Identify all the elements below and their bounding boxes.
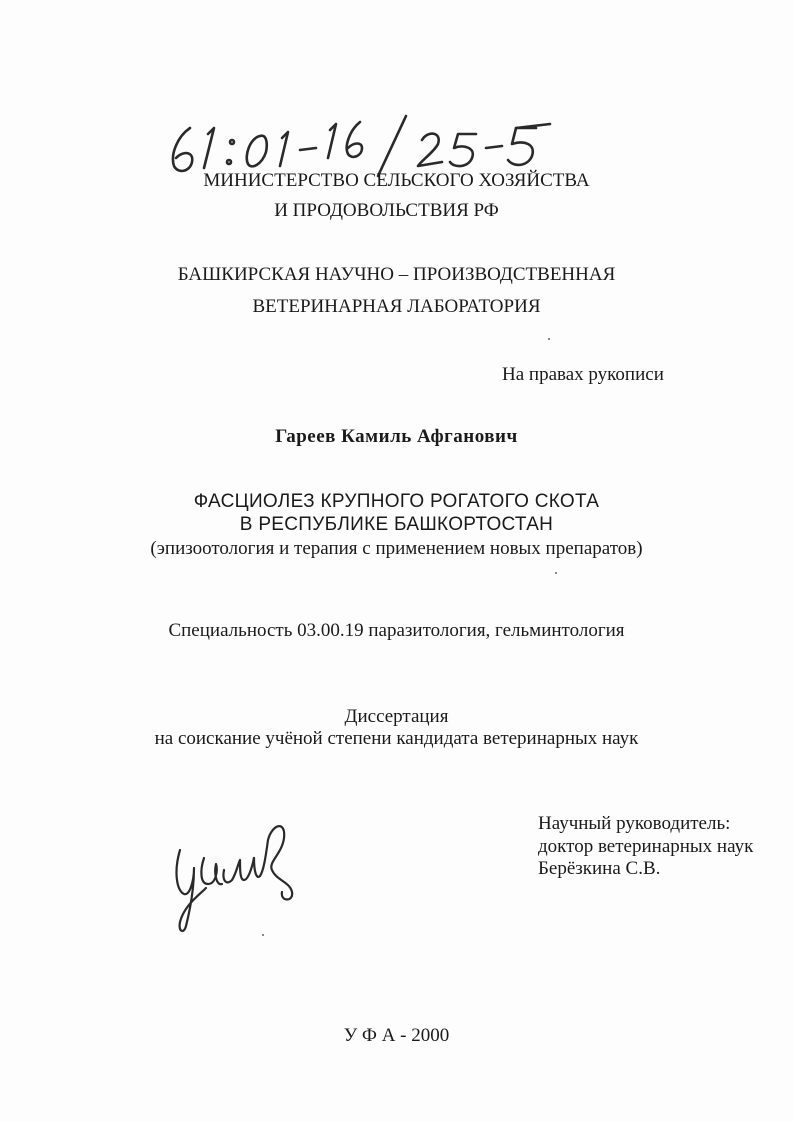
ministry-line-2: И ПРОДОВОЛЬСТВИЯ РФ	[274, 200, 499, 221]
author-name: Гареев Камиль Афганович	[275, 426, 518, 447]
supervisor-degree: доктор ветеринарных наук	[538, 836, 754, 857]
specialty-line: Специальность 03.00.19 паразитология, гельминтология	[168, 620, 625, 641]
scan-speck	[555, 572, 557, 574]
supervisor-name: Берёзкина С.В.	[538, 858, 661, 879]
handwritten-signature	[160, 810, 320, 940]
title-line-2: В РЕСПУБЛИКЕ БАШКОРТОСТАН	[239, 514, 554, 535]
laboratory-line-2: ВЕТЕРИНАРНАЯ ЛАБОРАТОРИЯ	[252, 296, 541, 317]
ministry-line-1: МИНИСТЕРСТВО СЕЛЬСКОГО ХОЗЯЙСТВА	[203, 170, 590, 191]
title-subtitle: (эпизоотология и терапия с применением новых препаратов)	[150, 538, 643, 559]
dissertation-degree: на соискание учёной степени кандидата ветеринарных наук	[154, 728, 639, 749]
dissertation-label: Диссертация	[344, 706, 449, 727]
scan-speck	[548, 338, 550, 340]
supervisor-label: Научный руководитель:	[538, 813, 731, 834]
title-line-1: ФАСЦИОЛЕЗ КРУПНОГО РОГАТОГО СКОТА	[193, 491, 600, 512]
manuscript-rights-note: На правах рукописи	[502, 364, 664, 385]
laboratory-line-1: БАШКИРСКАЯ НАУЧНО – ПРОИЗВОДСТВЕННАЯ	[177, 264, 616, 285]
scan-speck	[262, 934, 264, 936]
city-year: У Ф А - 2000	[343, 1025, 450, 1046]
